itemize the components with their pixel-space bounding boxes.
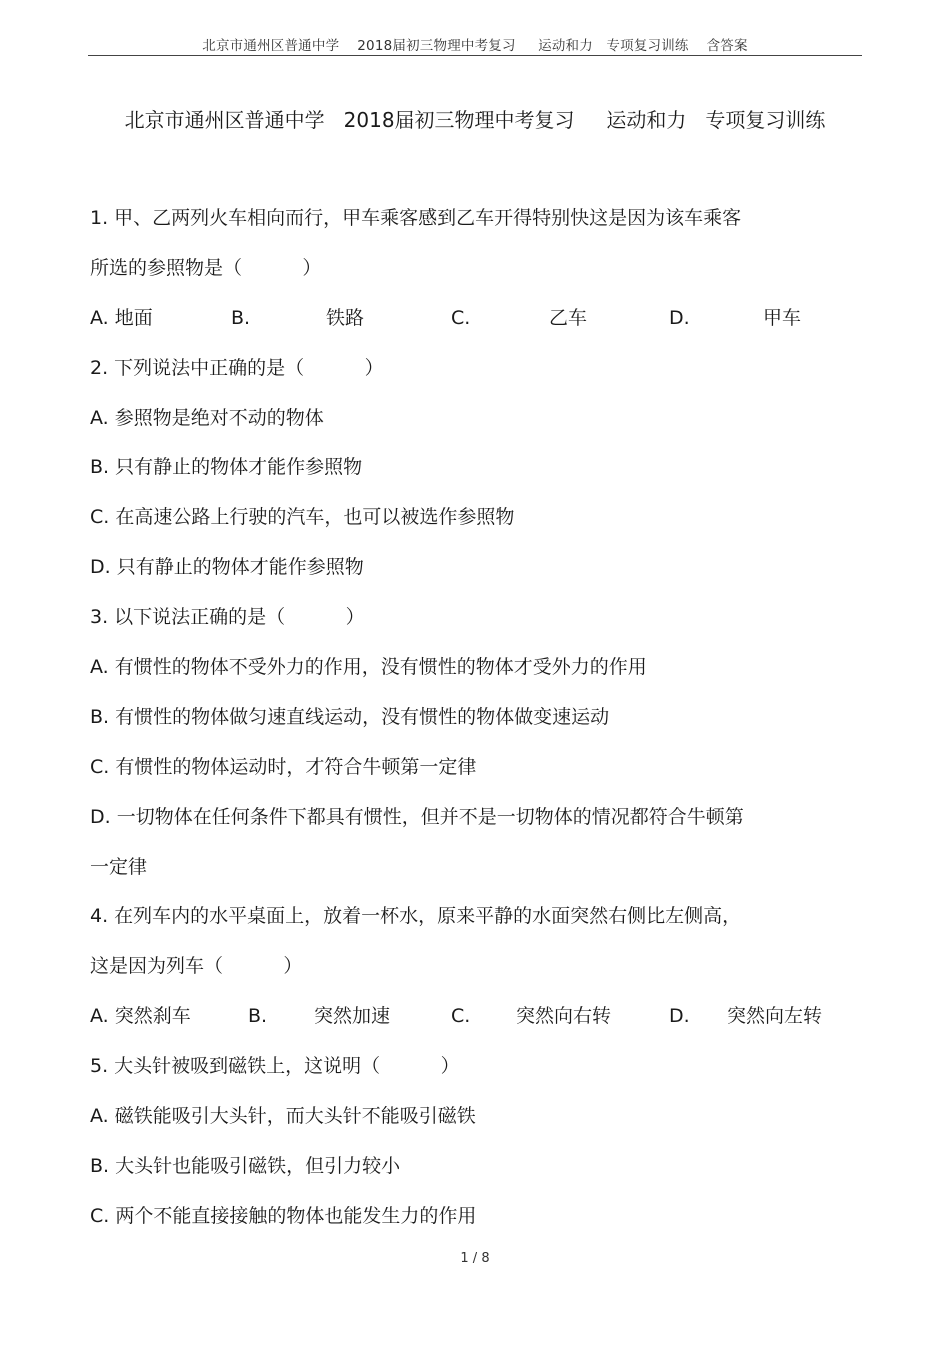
q5-option-b: B. 大头针也能吸引磁铁，但引力较小 (90, 1154, 401, 1177)
q1-option-c-text: 乙车 (549, 306, 588, 329)
q2-option-a: A. 参照物是绝对不动的物体 (90, 406, 324, 429)
q4-options-row (90, 999, 850, 1049)
q2-stem: 2. 下列说法中正确的是（ ） (90, 356, 384, 379)
q4-option-d-text: 突然向左转 (727, 1005, 823, 1028)
header-rule (88, 55, 862, 56)
q1-stem-line1: 1. 甲、乙两列火车相向而行，甲车乘客感到乙车开得特别快这是因为该车乘客 (90, 207, 742, 229)
q1-options-row (90, 301, 850, 351)
q5-option-c: C. 两个不能直接接触的物体也能发生力的作用 (90, 1204, 477, 1227)
q4-option-b-text: 突然加速 (314, 1005, 391, 1028)
question-list (90, 201, 850, 1249)
q2-option-c: C. 在高速公路上行驶的汽车，也可以被选作参照物 (90, 506, 515, 529)
q3-option-d-line1: D. 一切物体在任何条件下都具有惯性，但并不是一切物体的情况都符合牛顿第 (90, 805, 744, 828)
page-number: 1 / 8 (460, 1251, 490, 1266)
q2-option-d: D. 只有静止的物体才能作参照物 (90, 556, 364, 579)
running-header: 北京市通州区普通中学 2018届初三物理中考复习 运动和力 专项复习训练 含答案 (202, 38, 748, 54)
q4-stem-line1: 4. 在列车内的水平桌面上，放着一杯水，原来平静的水面突然右侧比左侧高， (90, 905, 742, 928)
q5-stem: 5. 大头针被吸到磁铁上，这说明（ ） (90, 1055, 460, 1078)
q3-stem: 3. 以下说法正确的是（ ） (90, 606, 365, 629)
q4-option-c-letter: C. (451, 1005, 471, 1028)
q1-option-a: A. 地面 (90, 306, 153, 329)
q3-option-c: C. 有惯性的物体运动时，才符合牛顿第一定律 (90, 755, 477, 778)
q1-option-d-text: 甲车 (763, 306, 802, 329)
q3-option-d-line2: 一定律 (90, 855, 148, 878)
q5-option-a: A. 磁铁能吸引大头针，而大头针不能吸引磁铁 (90, 1105, 476, 1128)
q4-stem-line2: 这是因为列车（ ） (90, 955, 303, 978)
q4-option-d-letter: D. (669, 1005, 690, 1028)
q3-option-a: A. 有惯性的物体不受外力的作用，没有惯性的物体才受外力的作用 (90, 656, 647, 679)
q1-option-b-text: 铁路 (326, 306, 365, 329)
q3-option-b: B. 有惯性的物体做匀速直线运动，没有惯性的物体做变速运动 (90, 705, 610, 728)
q1-option-d-letter: D. (669, 306, 690, 329)
q1-stem-line2: 所选的参照物是（ ） (90, 256, 322, 279)
q1-option-b-letter: B. (231, 306, 251, 329)
q1-option-c-letter: C. (451, 306, 471, 329)
q4-option-a: A. 突然刹车 (90, 1005, 191, 1028)
q4-option-b-letter: B. (248, 1005, 268, 1028)
document-title: 北京市通州区普通中学 2018届初三物理中考复习 运动和力 专项复习训练 (124, 108, 826, 132)
q2-option-b: B. 只有静止的物体才能作参照物 (90, 456, 363, 479)
q4-option-c-text: 突然向右转 (516, 1005, 612, 1028)
